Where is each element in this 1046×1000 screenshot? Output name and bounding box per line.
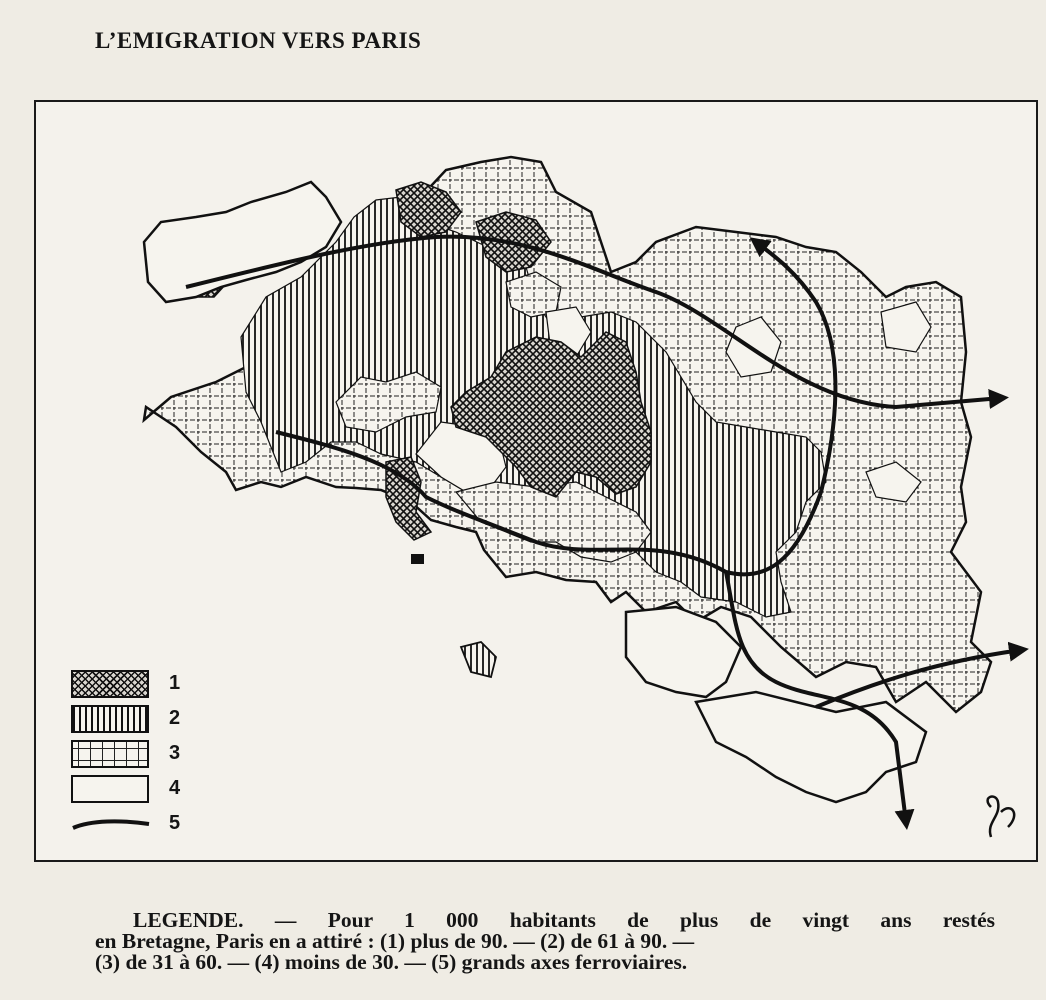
caption-line-3: (3) de 31 à 60. — (4) moins de 30. — (5) grands axes ferroviaires. [95,950,688,974]
legend-number: 3 [169,742,181,764]
region-vendee [696,692,926,802]
legend-swatch-grid [71,740,149,768]
map-legend [71,670,221,845]
map-title: L’EMIGRATION VERS PARIS [95,28,422,53]
legend-item-2 [71,705,221,740]
legend-item-5 [71,810,221,845]
legend-item-4 [71,775,221,810]
legend-item-3 [71,740,221,775]
legend-swatch-line [71,810,151,838]
legend-swatch-vertical [71,705,149,733]
legend-caption [95,910,995,973]
legend-number: 4 [169,777,181,799]
caption-line-1: LEGENDE. — Pour 1 000 habitants de plus de vingt ans restés [133,908,995,932]
legend-swatch-blank [71,775,149,803]
caption-line-2: en Bretagne, Paris en a attiré : (1) plus de 90. — (2) de 61 à 90. — [95,929,695,953]
island-small [411,554,424,564]
map-frame [34,100,1038,862]
island-belle-ile [461,642,496,677]
region-blank-southeast [626,607,741,697]
legend-item-1 [71,670,221,705]
legend-number: 2 [169,707,181,729]
legend-swatch-crosshatch [71,670,149,698]
legend-number: 5 [169,812,181,834]
legend-number: 1 [169,672,181,694]
signature-mark [988,797,1015,837]
